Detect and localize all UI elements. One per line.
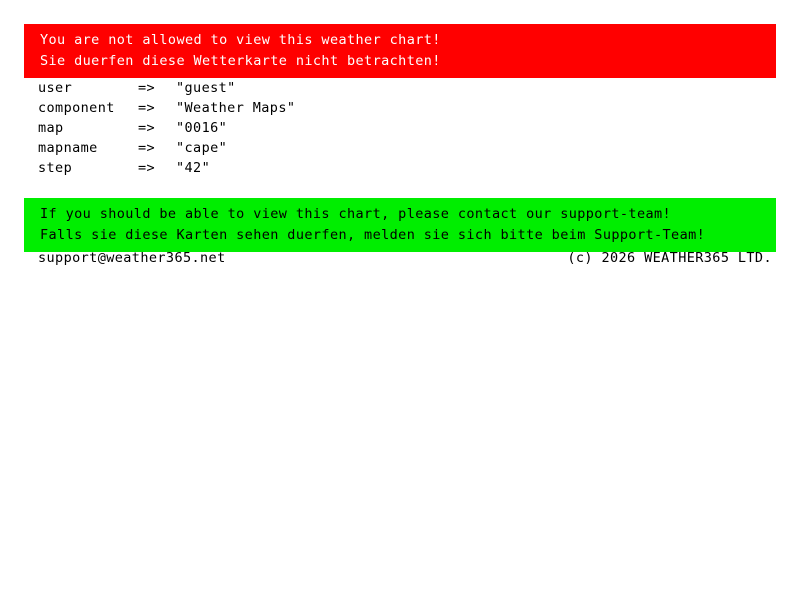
table-row bbox=[38, 80, 295, 100]
info-banner bbox=[24, 198, 776, 252]
param-key-mapname: mapname bbox=[38, 140, 98, 156]
table-row bbox=[38, 160, 295, 180]
param-key-step: step bbox=[38, 160, 73, 176]
table-row bbox=[38, 120, 295, 140]
support-email-link[interactable]: support@weather365.net bbox=[38, 250, 226, 266]
param-key-user: user bbox=[38, 80, 73, 96]
param-key-map: map bbox=[38, 120, 64, 136]
param-arrow: => bbox=[138, 140, 156, 156]
footer bbox=[38, 250, 772, 266]
parameter-table bbox=[38, 80, 295, 180]
copyright-text: (c) 2026 WEATHER365 LTD. bbox=[567, 250, 772, 266]
param-arrow: => bbox=[138, 100, 156, 116]
param-arrow: => bbox=[138, 160, 156, 176]
error-banner-line-de: Sie duerfen diese Wetterkarte nicht betrachten! bbox=[40, 53, 441, 69]
parameter-list bbox=[38, 80, 295, 180]
info-banner-line-en: If you should be able to view this chart, please contact our support-team! bbox=[40, 206, 672, 222]
param-value-mapname: "cape" bbox=[176, 140, 228, 156]
param-value-user: "guest" bbox=[176, 80, 236, 96]
error-banner-line-en: You are not allowed to view this weather chart! bbox=[40, 32, 441, 48]
param-arrow: => bbox=[138, 80, 156, 96]
error-banner bbox=[24, 24, 776, 78]
info-banner-line-de: Falls sie diese Karten sehen duerfen, melden sie sich bitte beim Support-Team! bbox=[40, 227, 706, 243]
table-row bbox=[38, 100, 295, 120]
param-key-component: component bbox=[38, 100, 115, 116]
table-row bbox=[38, 140, 295, 160]
param-value-step: "42" bbox=[176, 160, 211, 176]
param-value-component: "Weather Maps" bbox=[176, 100, 296, 116]
param-value-map: "0016" bbox=[176, 120, 228, 136]
param-arrow: => bbox=[138, 120, 156, 136]
